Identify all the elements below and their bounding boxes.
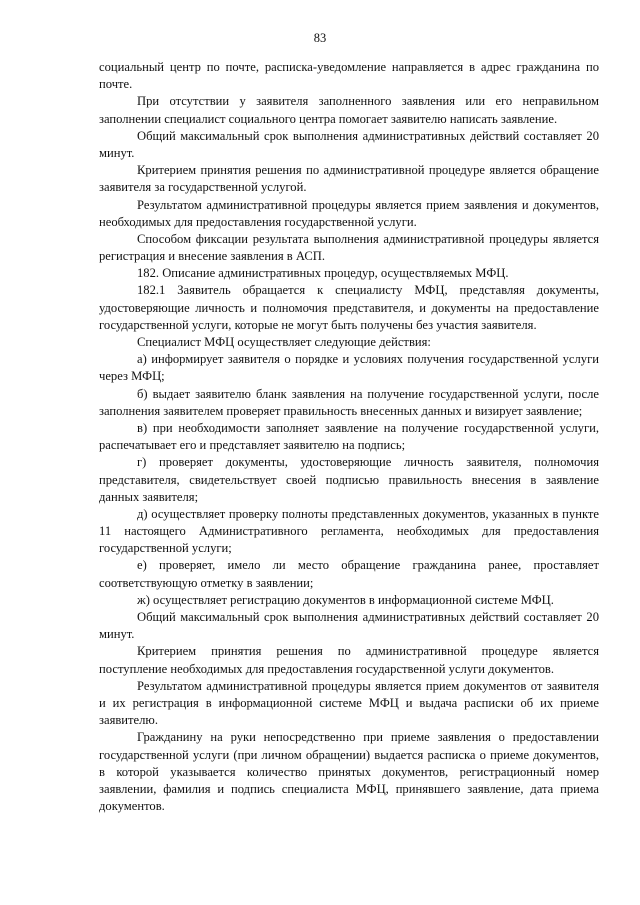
paragraph xyxy=(99,506,599,558)
text-line: через МФЦ; xyxy=(99,369,165,384)
text-line: Способом фиксации результата выполнения административной процедуры является xyxy=(137,231,599,246)
text-line: социальный центр по почте, расписка-уведомление направляется в адрес гражданина по xyxy=(99,60,599,74)
text-line: регистрация и внесение заявления в АСП. xyxy=(99,249,326,264)
text-line: документов. xyxy=(99,799,165,814)
paragraph xyxy=(99,420,599,454)
text-line: представителя, свидетельствует своей подписью правильность внесения в заявление xyxy=(99,472,599,487)
paragraph xyxy=(99,231,599,265)
paragraph xyxy=(99,334,599,351)
text-line: д) осуществляет проверку полноты представленных документов, указанных в пункте xyxy=(137,506,599,521)
text-line: Критерием принятия решения по административной процедуре является xyxy=(137,644,599,659)
text-line: государственной услуги; xyxy=(99,541,232,556)
text-line: а) информирует заявителя о порядке и условиях получения государственной услуги xyxy=(137,352,599,367)
text-line: заполнения заявителем проверяет правильность внесенных данных и визирует заявление; xyxy=(99,403,583,418)
text-line: и их регистрация в информационной системе МФЦ и выдача расписки об их приеме xyxy=(99,695,599,710)
text-line: соответствующую отметку в заявлении; xyxy=(99,575,314,590)
paragraph xyxy=(99,282,599,334)
text-line: удостоверяющие личность и полномочия представителя, и документы на предоставление xyxy=(99,300,599,315)
text-line: е) проверяет, имело ли место обращение гражданина ранее, проставляет xyxy=(137,558,599,573)
paragraph xyxy=(99,609,599,643)
text-line: в которой указывается количество принятых документов, регистрационный номер xyxy=(99,764,599,779)
text-line: Общий максимальный срок выполнения административных действий составляет 20 xyxy=(137,128,599,143)
text-line: необходимых для предоставления государственной услуги. xyxy=(99,214,417,229)
paragraph xyxy=(99,59,599,93)
text-line: б) выдает заявителю бланк заявления на получение государственной услуги, после xyxy=(137,386,599,401)
text-line: государственной услуги (при личном обращении) выдается расписка о приеме документов, xyxy=(99,747,599,762)
text-line: почте. xyxy=(99,77,133,92)
paragraph xyxy=(99,93,599,127)
text-line: минут. xyxy=(99,145,135,160)
paragraph xyxy=(99,454,599,506)
text-line: 182. Описание административных процедур, осуществляемых МФЦ. xyxy=(137,266,509,281)
text-line: г) проверяет документы, удостоверяющие личность заявителя, полномочия xyxy=(137,455,599,470)
paragraph xyxy=(99,678,599,730)
paragraph xyxy=(99,162,599,196)
text-line: заявителя за государственной услугой. xyxy=(99,180,307,195)
paragraph xyxy=(99,643,599,677)
text-line: При отсутствии у заявителя заполненного заявления или его неправильном xyxy=(137,94,599,109)
text-line: заявлении, фамилия и подпись специалиста МФЦ, принявшего заявление, дата приема xyxy=(99,781,599,796)
text-line: 11 настоящего Административного регламента, необходимых для предоставления xyxy=(99,524,599,539)
text-line: данных заявителя; xyxy=(99,489,199,504)
text-line: Критерием принятия решения по административной процедуре является обращение xyxy=(137,163,599,178)
text-line: в) при необходимости заполняет заявление на получение государственной услуги, xyxy=(137,420,599,435)
text-line: Результатом административной процедуры является прием заявления и документов, xyxy=(137,197,599,212)
text-line: заполнении специалист социального центра помогает заявителю написать заявление. xyxy=(99,111,558,126)
paragraph xyxy=(99,557,599,591)
paragraph xyxy=(99,197,599,231)
paragraph xyxy=(99,592,599,609)
text-line: ж) осуществляет регистрацию документов в информационной системе МФЦ. xyxy=(137,592,554,607)
text-line: Результатом административной процедуры является прием документов от заявителя xyxy=(137,678,599,693)
text-line: Специалист МФЦ осуществляет следующие действия: xyxy=(137,335,431,349)
paragraph xyxy=(99,128,599,162)
paragraph xyxy=(99,351,599,385)
paragraph xyxy=(99,729,599,815)
paragraph xyxy=(99,265,599,282)
document-body xyxy=(99,59,599,815)
page-number: 83 xyxy=(313,31,327,45)
text-line: Общий максимальный срок выполнения административных действий составляет 20 xyxy=(137,610,599,624)
paragraph xyxy=(99,386,599,420)
text-line: государственной услуги, которые не могут быть получены без участия заявителя. xyxy=(99,317,537,332)
text-line: минут. xyxy=(99,627,135,642)
text-line: Гражданину на руки непосредственно при приеме заявления о предоставлении xyxy=(137,730,599,745)
text-line: заявителю. xyxy=(99,713,158,728)
text-line: 182.1 Заявитель обращается к специалисту МФЦ, представляя документы, xyxy=(137,283,599,298)
text-line: распечатывает его и представляет заявителю на подпись; xyxy=(99,438,406,453)
text-line: поступление необходимых для предоставления государственной услуги документов. xyxy=(99,661,554,676)
